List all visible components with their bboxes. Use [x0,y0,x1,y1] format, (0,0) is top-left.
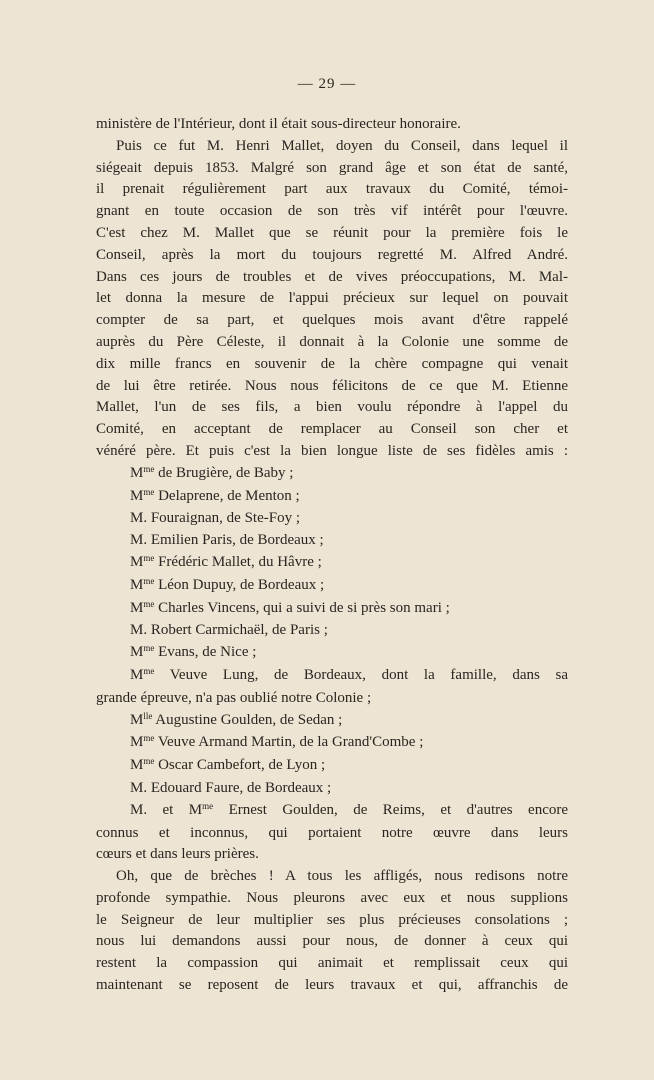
text-line [96,888,568,910]
line-text: Oscar Cambefort, de Lyon ; [158,757,326,774]
text-line [96,688,568,710]
line-text: dix mille francs en souvenir de la chère compagne qui venait [96,355,568,372]
title-prefix: M [130,553,144,570]
line-text: Evans, de Nice ; [158,644,257,661]
line-text: Ernest Goulden, de Reims, et d'autres encore [228,801,569,818]
line-text: Dans ces jours de troubles et de vives préoccupations, M. Mal- [96,268,568,285]
title-superscript: me [143,463,155,474]
text-line [96,508,568,530]
line-text: vénéré père. Et puis c'est la bien longue liste de ses fidèles amis : [96,442,568,459]
text-line [96,419,568,441]
title-prefix: M. et M [130,801,203,818]
line-text: Léon Dupuy, de Bordeaux ; [158,576,325,593]
text-line [96,441,568,463]
line-text: grande épreuve, n'a pas oublié notre Colonie ; [96,689,372,706]
title-superscript: me [143,575,155,586]
text-line [96,223,568,245]
line-text: maintenant se reposent de leurs travaux et qui, affranchis de [96,977,568,994]
text-line [96,267,568,289]
line-text: connus et inconnus, qui portaient notre œuvre dans leurs [96,824,568,841]
text-line [96,245,568,267]
page-number: — 29 — [297,76,357,92]
text-line [96,710,568,733]
line-text: Delaprene, de Menton ; [158,487,300,504]
line-text: Comité, en acceptant de remplacer au Conseil son cher et [96,421,568,438]
text-line [96,179,568,201]
text-line [96,376,568,398]
text-line [96,844,568,866]
line-text: cœurs et dans leurs prières. [96,846,259,863]
text-line [96,755,568,778]
line-text: profonde sympathie. Nous pleurons avec eux et nous supplions [96,889,568,906]
text-line [96,201,568,223]
title-superscript: me [202,800,214,811]
text-line [96,354,568,376]
text-line [96,620,568,642]
line-text: nous lui demandons aussi pour nous, de donner à ceux qui [96,933,568,950]
text-line [96,800,568,823]
text-line [96,931,568,953]
text-line [96,310,568,332]
title-superscript: me [143,643,155,654]
text-line [96,288,568,310]
text-line [96,397,568,419]
line-text: gnant en toute occasion de son très vif intérêt pour l'œuvre. [96,203,568,220]
line-text: M. Edouard Faure, de Bordeaux ; [130,779,332,796]
title-prefix: M [130,487,144,504]
line-text: Conseil, après la mort du toujours regretté M. Alfred André. [96,246,568,263]
line-text: Veuve Armand Martin, de la Grand'Combe ; [157,734,424,751]
line-text: Mallet, l'un de ses fils, a bien voulu répondre à l'appel du [96,399,568,416]
text-line [96,642,568,665]
line-text: M. Robert Carmichaël, de Paris ; [130,622,328,639]
title-superscript: me [143,486,155,497]
title-superscript: me [143,665,155,676]
text-line [96,552,568,575]
line-text: Puis ce fut M. Henri Mallet, doyen du Conseil, dans lequel il [116,137,568,154]
line-text: ministère de l'Intérieur, dont il était sous-directeur honoraire. [96,116,461,132]
title-prefix: M [130,711,144,728]
text-line [96,953,568,975]
line-text: M. Emilien Paris, de Bordeaux ; [130,532,324,549]
text-line [96,910,568,932]
title-prefix: M [130,757,144,774]
line-text: Veuve Lung, de Bordeaux, dont la famille, dans sa [169,666,568,683]
line-text: Frédéric Mallet, du Hâvre ; [158,553,322,570]
body-text [96,114,568,997]
line-text: M. Fouraignan, de Ste-Foy ; [130,510,300,527]
text-line [96,866,568,888]
title-superscript: me [143,733,155,744]
text-line [96,823,568,845]
text-line [96,598,568,621]
title-superscript: me [143,552,155,563]
title-prefix: M [130,464,144,481]
text-line [96,158,568,180]
title-prefix: M [130,576,144,593]
text-line [96,975,568,997]
text-line [96,463,568,486]
text-line [96,575,568,598]
line-text: de lui être retirée. Nous nous félicitons de ce que M. Etienne [96,377,568,394]
text-line [96,732,568,755]
text-line [96,530,568,552]
line-text: let donna la mesure de l'appui précieux sur lequel on pouvait [96,290,568,307]
line-text: de Brugière, de Baby ; [158,464,294,481]
line-text: le Seigneur de leur multiplier ses plus précieuses consolations ; [96,911,568,928]
line-text: il prenait régulièrement part aux travaux du Comité, témoi- [96,181,568,198]
line-text: compter de sa part, et quelques mois avant d'être rappelé [96,312,568,329]
title-superscript: lle [143,710,153,721]
line-text: Augustine Goulden, de Sedan ; [155,711,343,728]
title-prefix: M [130,644,144,661]
text-line [96,665,568,688]
title-prefix: M [130,666,144,683]
title-superscript: me [143,756,155,767]
line-text: restent la compassion qui animait et remplissait ceux qui [96,955,568,972]
text-line [96,114,568,136]
text-line [96,136,568,158]
line-text: C'est chez M. Mallet que se réunit pour la première fois le [96,224,568,241]
text-line [96,778,568,800]
text-line [96,486,568,509]
title-prefix: M [130,599,144,616]
line-text: auprès du Père Céleste, il donnait à la Colonie une somme de [96,333,568,350]
title-superscript: me [143,598,155,609]
line-text: Charles Vincens, qui a suivi de si près son mari ; [158,599,450,616]
line-text: Oh, que de brèches ! A tous les affligés, nous redisons notre [116,868,568,885]
line-text: siégeait depuis 1853. Malgré son grand âge et son état de santé, [96,159,568,176]
title-prefix: M [130,734,144,751]
text-line [96,332,568,354]
